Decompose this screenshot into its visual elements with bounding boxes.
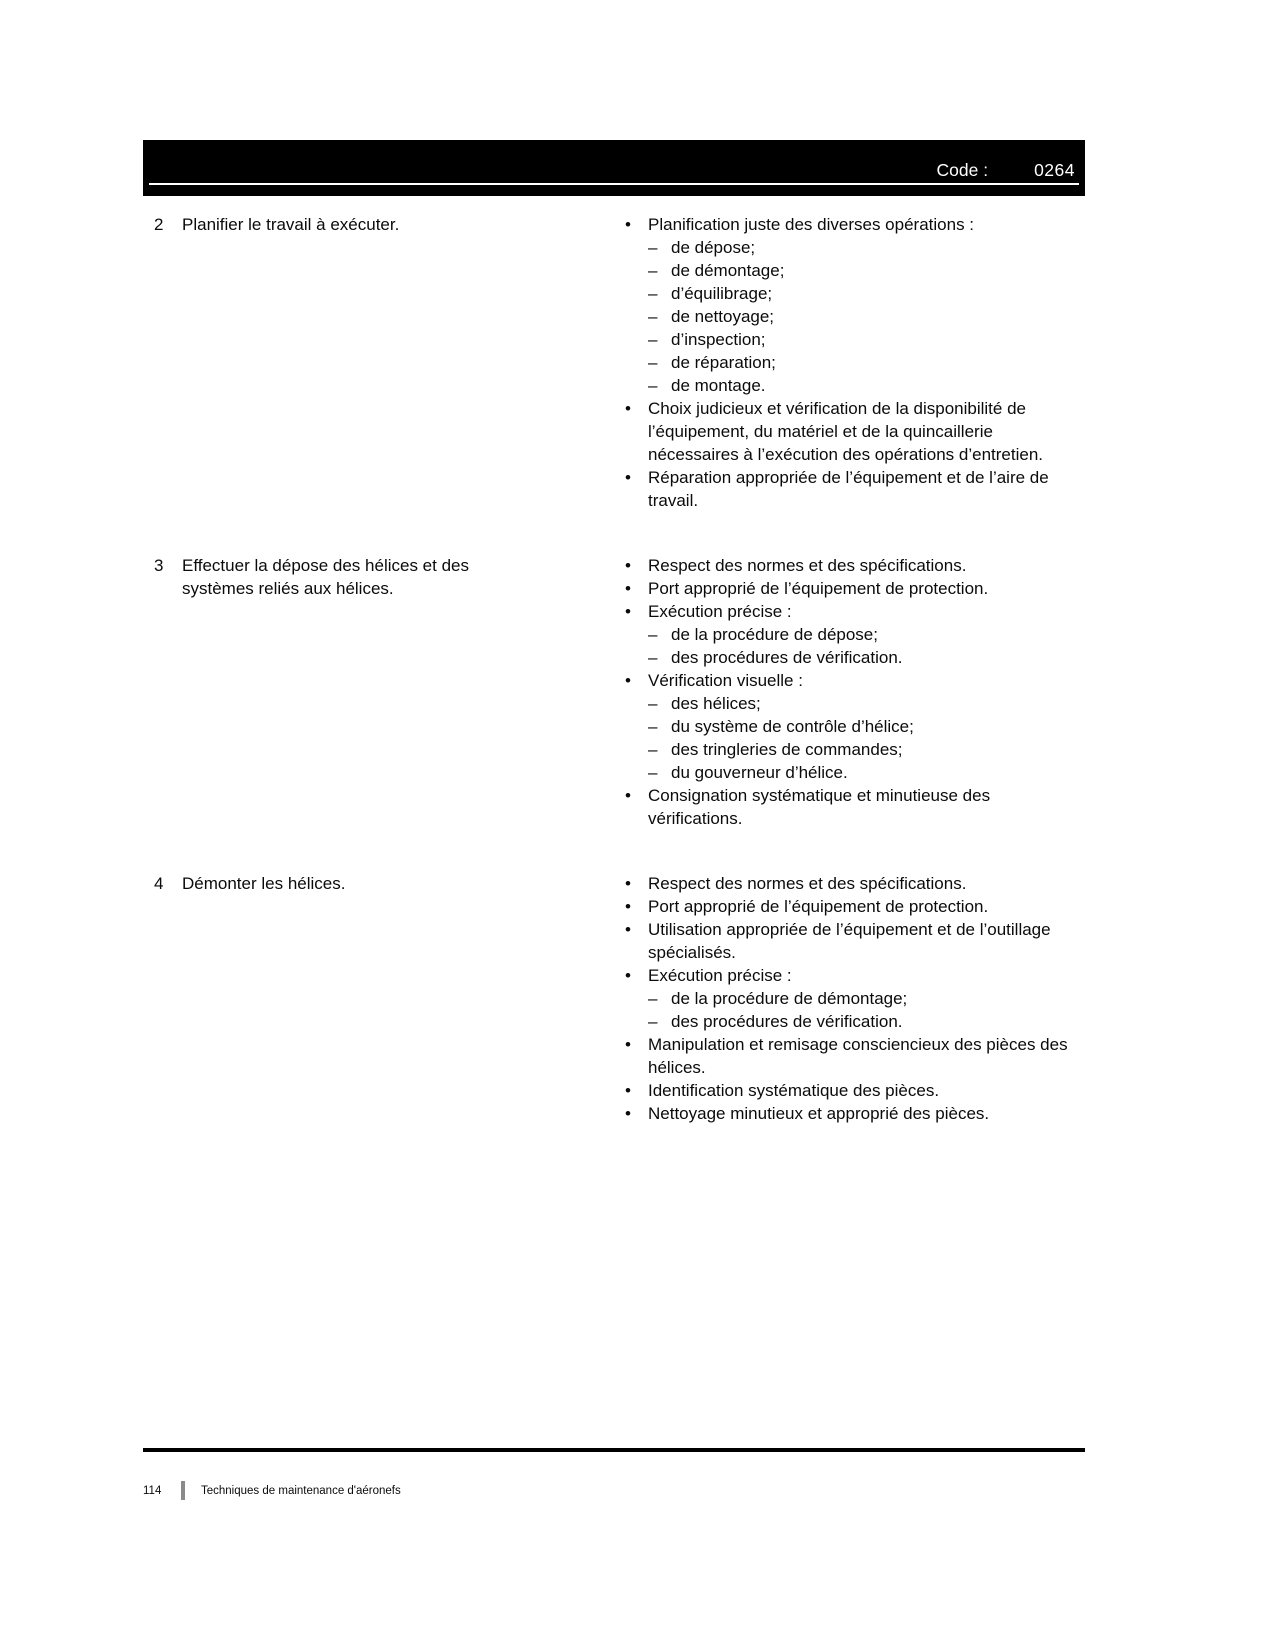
- criterion-text: Utilisation appropriée de l’équipement et de l’outillage spécialisés.: [648, 920, 1051, 962]
- criterion-text: Choix judicieux et vérification de la disponibilité de l’équipement, du matériel et de la quincaillerie nécessaires à l’exécution des opérations d’entretien.: [648, 399, 1044, 464]
- dash-icon: –: [648, 376, 658, 395]
- criterion-item: [625, 600, 1083, 669]
- footer-rule: [143, 1448, 1085, 1452]
- criterion-item: [625, 577, 1083, 600]
- sub-item: [648, 987, 1078, 1010]
- sub-item-text: de la procédure de démontage;: [671, 989, 908, 1008]
- bullet-icon: •: [625, 1035, 631, 1054]
- sub-list: [648, 692, 1078, 784]
- criterion-item: [625, 397, 1083, 466]
- criterion-text: Vérification visuelle :: [648, 671, 803, 690]
- criterion-text: Manipulation et remisage consciencieux des pièces des hélices.: [648, 1035, 1068, 1077]
- criterion-body: [648, 577, 1078, 600]
- sub-item-text: du système de contrôle d’hélice;: [671, 717, 914, 736]
- criteria-list: [625, 872, 1085, 1125]
- sections-container: [143, 213, 1085, 1167]
- sub-item: [648, 236, 1078, 259]
- criterion-text: Respect des normes et des spécifications.: [648, 874, 967, 893]
- criterion-body: [648, 895, 1078, 918]
- code-value: 0264: [1034, 160, 1075, 180]
- code-label: Code :: [936, 160, 989, 180]
- sub-item: [648, 761, 1078, 784]
- bullet-icon: •: [625, 966, 631, 985]
- criterion-text: Exécution précise :: [648, 966, 792, 985]
- criterion-item: [625, 784, 1083, 830]
- section: [143, 872, 1085, 1125]
- header-underline: [149, 183, 1079, 185]
- criterion-text: Respect des normes et des spécifications.: [648, 556, 967, 575]
- criterion-text: Nettoyage minutieux et approprié des pièces.: [648, 1104, 990, 1123]
- criterion-item: [625, 669, 1083, 784]
- dash-icon: –: [648, 284, 658, 303]
- task-text: Planifier le travail à exécuter.: [182, 215, 400, 234]
- criterion-body: [648, 669, 1078, 784]
- dash-icon: –: [648, 717, 658, 736]
- section: [143, 213, 1085, 512]
- section-number: 3: [154, 556, 164, 575]
- dash-icon: –: [648, 238, 658, 257]
- criterion-body: [648, 554, 1078, 577]
- sub-item: [648, 351, 1078, 374]
- bullet-icon: •: [625, 468, 631, 487]
- sub-item: [648, 1010, 1078, 1033]
- criterion-item: [625, 213, 1083, 397]
- sub-item-text: de réparation;: [671, 353, 776, 372]
- task-text: Démonter les hélices.: [182, 874, 346, 893]
- sub-item-text: d’inspection;: [671, 330, 766, 349]
- section: [143, 554, 1085, 830]
- criterion-text: Exécution précise :: [648, 602, 792, 621]
- task-text: Effectuer la dépose des hélices et des systèmes reliés aux hélices.: [182, 556, 469, 598]
- dash-icon: –: [648, 1012, 658, 1031]
- sub-item-text: du gouverneur d’hélice.: [671, 763, 848, 782]
- document-title: Techniques de maintenance d'aéronefs: [201, 1484, 401, 1497]
- bullet-icon: •: [625, 215, 631, 234]
- sub-item: [648, 692, 1078, 715]
- sub-item: [648, 738, 1078, 761]
- criterion-body: [648, 1102, 1078, 1125]
- dash-icon: –: [648, 763, 658, 782]
- criterion-item: [625, 1033, 1083, 1079]
- sub-item: [648, 623, 1078, 646]
- sub-list: [648, 623, 1078, 669]
- header-code: [937, 160, 1076, 181]
- criteria-list: [625, 554, 1085, 830]
- criterion-item: [625, 872, 1083, 895]
- sub-item-text: de démontage;: [671, 261, 785, 280]
- criterion-body: [648, 784, 1078, 830]
- criterion-item: [625, 1102, 1083, 1125]
- bullet-icon: •: [625, 602, 631, 621]
- sub-item-text: de montage.: [671, 376, 766, 395]
- section-number: 4: [154, 874, 164, 893]
- dash-icon: –: [648, 261, 658, 280]
- criterion-body: [648, 872, 1078, 895]
- bullet-icon: •: [625, 579, 631, 598]
- criteria-list: [625, 213, 1085, 512]
- criterion-body: [648, 466, 1078, 512]
- criterion-body: [648, 213, 1078, 397]
- criterion-text: Consignation systématique et minutieuse des vérifications.: [648, 786, 991, 828]
- footer-row: [143, 1481, 1085, 1500]
- sub-item-text: des procédures de vérification.: [671, 1012, 903, 1031]
- criterion-item: [625, 1079, 1083, 1102]
- criterion-body: [648, 964, 1078, 1033]
- dash-icon: –: [648, 330, 658, 349]
- bullet-icon: •: [625, 1104, 631, 1123]
- dash-icon: –: [648, 989, 658, 1008]
- criterion-body: [648, 600, 1078, 669]
- criterion-body: [648, 1079, 1078, 1102]
- sub-item: [648, 374, 1078, 397]
- bullet-icon: •: [625, 920, 631, 939]
- footer-divider: [181, 1481, 185, 1500]
- sub-item: [648, 328, 1078, 351]
- criterion-body: [648, 1033, 1078, 1079]
- task-cell: [143, 872, 625, 1125]
- page-number: 114: [143, 1484, 162, 1497]
- sub-item-text: de la procédure de dépose;: [671, 625, 878, 644]
- section-number: 2: [154, 215, 164, 234]
- sub-item-text: des hélices;: [671, 694, 761, 713]
- sub-list: [648, 987, 1078, 1033]
- sub-item: [648, 646, 1078, 669]
- footer: [143, 1448, 1085, 1500]
- criterion-item: [625, 466, 1083, 512]
- task-cell: [143, 213, 625, 512]
- bullet-icon: •: [625, 874, 631, 893]
- sub-item-text: de nettoyage;: [671, 307, 775, 326]
- bullet-icon: •: [625, 556, 631, 575]
- criterion-item: [625, 918, 1083, 964]
- criterion-body: [648, 918, 1078, 964]
- criterion-text: Identification systématique des pièces.: [648, 1081, 940, 1100]
- sub-item-text: d’équilibrage;: [671, 284, 773, 303]
- criterion-text: Réparation appropriée de l’équipement et de l’aire de travail.: [648, 468, 1049, 510]
- bullet-icon: •: [625, 399, 631, 418]
- criterion-body: [648, 397, 1078, 466]
- criterion-item: [625, 964, 1083, 1033]
- dash-icon: –: [648, 648, 658, 667]
- dash-icon: –: [648, 625, 658, 644]
- dash-icon: –: [648, 307, 658, 326]
- criterion-text: Port approprié de l’équipement de protection.: [648, 897, 989, 916]
- sub-item-text: des procédures de vérification.: [671, 648, 903, 667]
- criterion-text: Port approprié de l’équipement de protection.: [648, 579, 989, 598]
- sub-item: [648, 305, 1078, 328]
- header-bar: [143, 140, 1085, 196]
- criterion-item: [625, 554, 1083, 577]
- task-cell: [143, 554, 625, 830]
- sub-item: [648, 715, 1078, 738]
- bullet-icon: •: [625, 671, 631, 690]
- sub-item: [648, 259, 1078, 282]
- bullet-icon: •: [625, 897, 631, 916]
- criterion-text: Planification juste des diverses opérations :: [648, 215, 975, 234]
- sub-item-text: des tringleries de commandes;: [671, 740, 903, 759]
- criterion-item: [625, 895, 1083, 918]
- sub-item: [648, 282, 1078, 305]
- dash-icon: –: [648, 694, 658, 713]
- bullet-icon: •: [625, 1081, 631, 1100]
- sub-list: [648, 236, 1078, 397]
- dash-icon: –: [648, 740, 658, 759]
- bullet-icon: •: [625, 786, 631, 805]
- sub-item-text: de dépose;: [671, 238, 756, 257]
- dash-icon: –: [648, 353, 658, 372]
